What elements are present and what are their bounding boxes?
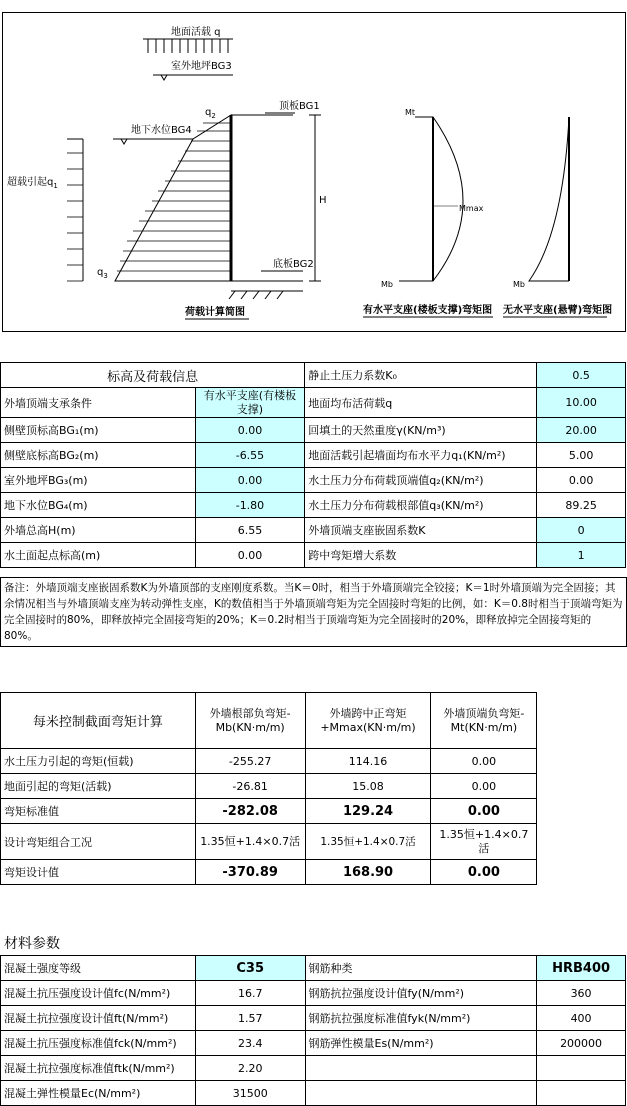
cell: -370.89	[195, 860, 305, 885]
cell: 2.20	[195, 1056, 305, 1081]
row-label: 侧壁底标高BG₂(m)	[1, 443, 196, 468]
row-input[interactable]: 0.00	[195, 418, 305, 443]
row-label: 混凝土抗压强度标准值fck(N/mm²)	[1, 1031, 196, 1056]
moment-table	[0, 692, 626, 885]
cell: 15.08	[305, 774, 431, 799]
q2-label: $q_2$	[205, 107, 216, 120]
row-value: 5.00	[537, 443, 626, 468]
row-input[interactable]: 10.00	[537, 388, 626, 418]
row-label: 水土压力引起的弯矩(恒载)	[1, 749, 196, 774]
rebar-type-select[interactable]: HRB400	[537, 956, 626, 981]
row-value: 0.00	[195, 543, 305, 568]
cell: 1.35恒+1.4×0.7活	[431, 824, 537, 860]
moment-curve-supported	[399, 117, 463, 281]
pressure-hatching	[117, 123, 231, 271]
row-label: 钢筋抗拉强度设计值fy(N/mm²)	[305, 981, 537, 1006]
cell: 1.35恒+1.4×0.7活	[195, 824, 305, 860]
row-label: 弯矩标准值	[1, 799, 196, 824]
diagram-caption-2: 有水平支座(楼板支撑)弯矩图	[363, 305, 493, 316]
cell: 23.4	[195, 1031, 305, 1056]
load-diagram-panel	[2, 12, 626, 332]
support-condition-select[interactable]: 有水平支座(有楼板支撑)	[195, 388, 305, 418]
row-input[interactable]: 1	[537, 543, 626, 568]
row-label: 设计弯矩组合工况	[1, 824, 196, 860]
cell: -26.81	[195, 774, 305, 799]
col-header-mmax: 外墙跨中正弯矩+Mmax(KN·m/m)	[305, 693, 431, 749]
mmax-label: Mmax	[459, 204, 484, 213]
row-label: 地面活载引起墙面均布水平力q₁(KN/m²)	[305, 443, 537, 468]
outdoor-floor-label: 室外地坪BG3	[171, 61, 232, 72]
surface-load-arrows	[143, 39, 233, 53]
row-label: 跨中弯矩增大系数	[305, 543, 537, 568]
surface-load-label: 地面活载 q	[171, 27, 221, 38]
row-value: 89.25	[537, 493, 626, 518]
row-label	[305, 1056, 537, 1081]
row-value: 0.00	[537, 468, 626, 493]
row-input[interactable]: -1.80	[195, 493, 305, 518]
cell	[537, 1056, 626, 1081]
cell: 129.24	[305, 799, 431, 824]
moment-title: 每米控制截面弯矩计算	[1, 693, 196, 749]
row-input[interactable]: 20.00	[537, 418, 626, 443]
row-value: 6.55	[195, 518, 305, 543]
row-label: 地下水位BG₄(m)	[1, 493, 196, 518]
cell: 31500	[195, 1081, 305, 1106]
row-label: 钢筋抗拉强度标准值fyk(N/mm²)	[305, 1006, 537, 1031]
cell: 360	[537, 981, 626, 1006]
top-slab-label: 顶板BG1	[279, 101, 320, 112]
cell: 1.35恒+1.4×0.7活	[305, 824, 431, 860]
cell: 0.00	[431, 749, 537, 774]
row-input[interactable]: 0.00	[195, 468, 305, 493]
row-label: 回填土的天然重度γ(KN/m³)	[305, 418, 537, 443]
height-label: H	[319, 195, 327, 206]
mt-label: Mt	[405, 108, 416, 117]
mb-label-1: Mb	[381, 280, 393, 289]
pressure-triangle	[115, 115, 231, 281]
row-label: 外墙顶端支座嵌固系数K	[305, 518, 537, 543]
load-diagram	[3, 13, 625, 331]
cell: -282.08	[195, 799, 305, 824]
q3-label: $q_3$	[97, 267, 108, 280]
cell: 0.00	[431, 860, 537, 885]
bottom-slab-label: 底板BG2	[273, 259, 314, 270]
elevation-title: 标高及荷载信息	[1, 363, 305, 388]
row-label	[305, 1081, 537, 1106]
material-title: 材料参数	[4, 936, 60, 952]
row-label: 外墙总高H(m)	[1, 518, 196, 543]
row-label: 混凝土抗拉强度设计值ft(N/mm²)	[1, 1006, 196, 1031]
row-label: 钢筋种类	[305, 956, 537, 981]
row-label: 水土压力分布荷载根部值q₃(KN/m²)	[305, 493, 537, 518]
row-label: 弯矩设计值	[1, 860, 196, 885]
row-label: 混凝土抗拉强度标准值ftk(N/mm²)	[1, 1056, 196, 1081]
row-label: 侧壁顶标高BG₁(m)	[1, 418, 196, 443]
cell: -255.27	[195, 749, 305, 774]
cell: 0.00	[431, 799, 537, 824]
row-label: 钢筋弹性模量Es(N/mm²)	[305, 1031, 537, 1056]
mb-label-2: Mb	[513, 280, 525, 289]
cell: 16.7	[195, 981, 305, 1006]
col-header-mb: 外墙根部负弯矩-Mb(KN·m/m)	[195, 693, 305, 749]
row-label: 水土面起点标高(m)	[1, 543, 196, 568]
cell: 0.00	[431, 774, 537, 799]
diagram-caption: 荷载计算简图	[185, 307, 245, 318]
cell: 1.57	[195, 1006, 305, 1031]
row-label: 地面均布活荷载q	[305, 388, 537, 418]
surcharge-label: 超载引起$q_1$	[7, 177, 58, 190]
k-factor-note: 备注：外墙顶端支座嵌固系数K为外墙顶部的支座刚度系数。当K＝0时，相当于外墙顶端完全铰接；K＝1时外墙顶端为完全固接；其余情况相当与外墙顶端支座为转动弹性支座，K的数值相当于外墙顶端弯矩为完全固接时弯矩的比例，如：K＝0.8时相当于顶端弯矩为完全固接时的80%，即释放掉完全固接弯矩的20%；K＝0.2时相当于顶端弯矩为完全固接时的20%，即释放掉完全固接弯矩的80%。	[0, 577, 627, 647]
col-header-mt: 外墙顶端负弯矩-Mt(KN·m/m)	[431, 693, 537, 749]
elevation-load-table	[0, 362, 626, 568]
row-input[interactable]: -6.55	[195, 443, 305, 468]
concrete-grade-select[interactable]: C35	[195, 956, 305, 981]
material-table	[0, 955, 626, 1106]
cell: 114.16	[305, 749, 431, 774]
row-input[interactable]: 0	[537, 518, 626, 543]
row-label: 混凝土抗压强度设计值fc(N/mm²)	[1, 981, 196, 1006]
cell: 200000	[537, 1031, 626, 1056]
cell	[537, 1081, 626, 1106]
moment-curve-cantilever	[529, 117, 569, 281]
row-label: 混凝土强度等级	[1, 956, 196, 981]
cell: 400	[537, 1006, 626, 1031]
k0-label: 静止土压力系数K₀	[305, 363, 537, 388]
cell: 168.90	[305, 860, 431, 885]
row-label: 外墙顶端支承条件	[1, 388, 196, 418]
groundwater-label: 地下水位BG4	[131, 125, 192, 136]
row-label: 混凝土弹性模量Ec(N/mm²)	[1, 1081, 196, 1106]
row-label: 水土压力分布荷载顶端值q₂(KN/m²)	[305, 468, 537, 493]
row-label: 地面引起的弯矩(活载)	[1, 774, 196, 799]
k0-value[interactable]: 0.5	[537, 363, 626, 388]
diagram-caption-3: 无水平支座(悬臂)弯矩图	[503, 305, 613, 316]
row-label: 室外地坪BG₃(m)	[1, 468, 196, 493]
